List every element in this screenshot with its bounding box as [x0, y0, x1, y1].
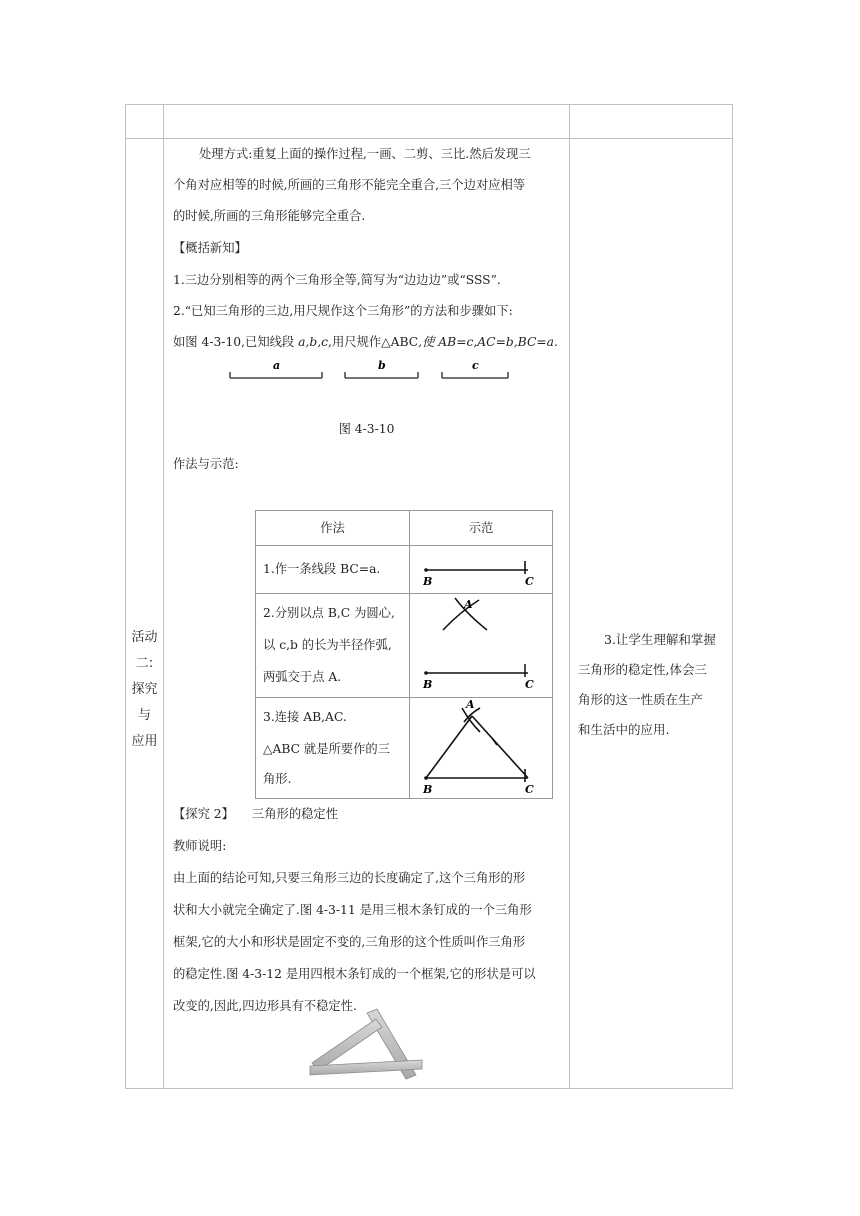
- explanation-line: 改变的,因此,四边形具有不稳定性.: [173, 999, 357, 1013]
- example-prefix: 如图 4-3-10,已知线段: [173, 335, 299, 349]
- teacher-label: 教师说明:: [173, 839, 227, 853]
- example-triangle: △ABC: [381, 335, 419, 349]
- activity-label: [126, 625, 163, 755]
- example-condition: ,使 AB=c,AC=b,BC=a.: [418, 335, 558, 349]
- segment-c-label: c: [472, 359, 479, 372]
- point-b-dot: [424, 671, 428, 675]
- point-c-label: C: [525, 783, 534, 796]
- activity-label-line: 探究: [131, 682, 158, 697]
- point-c-label: C: [525, 575, 534, 588]
- purpose-line: 和生活中的应用.: [578, 722, 670, 737]
- segment-a-label: a: [273, 359, 281, 372]
- step-2-diagram: [410, 594, 553, 696]
- explanation-line: 的稳定性.图 4-3-12 是用四根木条钉成的一个框架,它的形状是可以: [173, 967, 536, 981]
- step-3-line: △ABC 就是所要作的三: [263, 742, 390, 756]
- explore-2-label: 【探究 2】: [173, 807, 234, 821]
- step-3-line: 角形.: [263, 772, 292, 786]
- example-segments: a,b,c: [298, 335, 329, 349]
- activity-label-line: 二:: [135, 656, 154, 671]
- point-c-label: C: [525, 678, 534, 691]
- summary-heading: 【概括新知】: [173, 241, 247, 255]
- lesson-table: [125, 104, 733, 1089]
- activity-label-line: 活动: [131, 630, 158, 645]
- explanation-line: 状和大小就完全确定了.图 4-3-11 是用三根木条钉成的一个三角形: [173, 903, 532, 917]
- column-divider: [569, 105, 570, 1088]
- explanation-line: 框架,它的大小和形状是固定不变的,三角形的这个性质叫作三角形: [173, 935, 526, 949]
- point-2: 2.“已知三角形的三边,用尺规作这个三角形”的方法和步骤如下:: [173, 304, 513, 318]
- step-2-line: 以 c,b 的长为半径作弧,: [263, 638, 392, 652]
- activity-label-line: 应用: [131, 734, 158, 749]
- step-3-diagram: [410, 698, 553, 798]
- content-cell: [164, 139, 569, 1088]
- point-b-label: B: [423, 678, 433, 691]
- explore-2-heading: [173, 799, 563, 830]
- purpose-line: 三角形的稳定性,体会三: [578, 662, 707, 677]
- step-3-line: 3.连接 AB,AC.: [263, 710, 347, 724]
- purpose-line: 角形的这一性质在生产: [578, 692, 704, 707]
- step-1-diagram: [410, 546, 553, 592]
- construction-table: [255, 510, 553, 799]
- segments-figure: [214, 351, 514, 391]
- intro-line: 的时候,所画的三角形能够完全重合.: [173, 209, 366, 223]
- point-1: 1.三边分别相等的两个三角形全等,简写为“边边边”或“SSS”.: [173, 273, 501, 287]
- subtable-header-demo: 示范: [468, 521, 494, 535]
- purpose-line: 3.让学生理解和掌握: [604, 632, 716, 647]
- intro-line: 处理方式:重复上面的操作过程,一画、二剪、三比.然后发现三: [199, 147, 531, 161]
- activity-label-line: 与: [137, 708, 151, 723]
- explanation-line: 由上面的结论可知,只要三角形三边的长度确定了,这个三角形的形: [173, 871, 526, 885]
- example-mid: ,用尺规作: [328, 335, 382, 349]
- figure-caption: 图 4-3-10: [338, 422, 395, 436]
- step-2-line: 两弧交于点 A.: [263, 670, 342, 684]
- point-a-label: A: [466, 698, 475, 711]
- subtable-header-method: 作法: [320, 521, 345, 535]
- point-b-dot: [424, 776, 428, 780]
- purpose-cell: [578, 625, 726, 745]
- point-a-label: A: [464, 598, 473, 611]
- step-1: 1.作一条线段 BC=a.: [263, 562, 381, 576]
- explore-2-title: 三角形的稳定性: [251, 807, 339, 821]
- point-b-label: B: [423, 575, 433, 588]
- method-heading: 作法与示范:: [173, 457, 239, 471]
- step-2-line: 2.分别以点 B,C 为圆心,: [263, 606, 395, 620]
- point-b-label: B: [423, 783, 433, 796]
- point-b-dot: [424, 568, 428, 572]
- intro-line: 个角对应相等的时候,所画的三角形不能完全重合,三个边对应相等: [173, 178, 526, 192]
- triangle-frame-photo: [304, 1001, 434, 1088]
- segment-b-label: b: [378, 359, 386, 372]
